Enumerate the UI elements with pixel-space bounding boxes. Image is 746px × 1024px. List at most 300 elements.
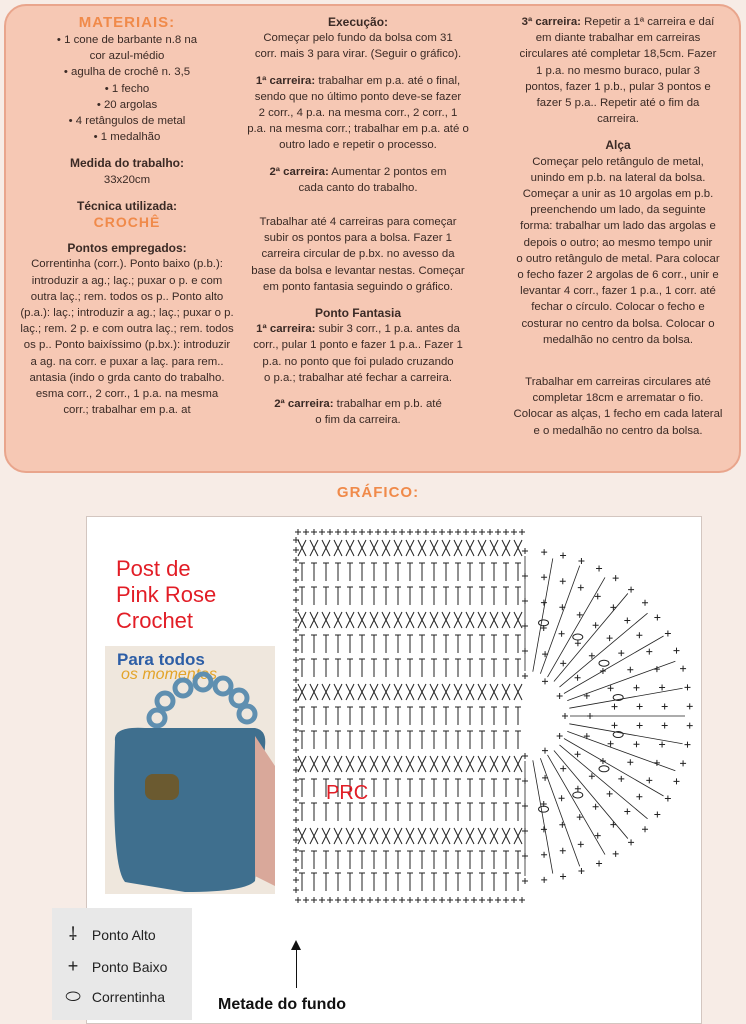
stitch-mark [454,540,462,556]
stitch-mark [418,756,426,772]
text-line: • 1 medalhão [93,131,161,144]
stitch-mark [560,766,566,772]
text-line: outra laç.; rem. todos os p.. Ponto alto [30,290,224,303]
stitch-mark [334,756,342,772]
text-line: Trabalhar em carreiras circulares até [525,376,711,389]
stitch-mark [455,529,461,535]
row1-text [242,73,474,154]
text-line: preenchendo um lado, da seguinte [530,204,706,217]
stitch-mark [367,897,373,903]
measure-value: 33x20cm [103,173,151,186]
stitch-mark [442,756,450,772]
stitch-mark [391,897,397,903]
stitches-label: Pontos empregados: [67,241,187,256]
stitch-mark [406,756,414,772]
stitch-mark [479,851,485,869]
stitch-mark [491,851,497,869]
stitch-mark [503,851,509,869]
stitch-mark [522,753,528,759]
stitch-mark [359,851,365,869]
stitch-mark [674,778,680,784]
stitch-mark [466,684,474,700]
stitch-mark [293,767,299,773]
stitch-mark [487,529,493,535]
stitch-mark [347,659,353,677]
stitch-mark [487,897,493,903]
stitch-mark [359,897,365,903]
stitch-mark [293,747,299,753]
stitch-mark [419,873,425,891]
stitch-mark [343,897,349,903]
stitch-mark [371,779,377,797]
stitch-mark [503,529,509,535]
stitch-mark [593,622,599,628]
stitch-mark [293,667,299,673]
stitch-mark [659,741,665,747]
stitch-mark [467,587,473,605]
text-line: completar 18cm e arrematar o fio. [532,392,704,405]
text-line: 2ª carreira: trabalhar em p.b. até [274,398,442,411]
text-line: o p.a.; trabalhar até fechar a carreira. [263,371,453,384]
stitch-mark [491,731,497,749]
text-line: • 4 retângulos de metal [68,115,186,128]
stitch-mark [347,587,353,605]
text-line: 1 p.a. no mesmo buraco, pular 3 [536,64,700,77]
stitch-mark [295,897,301,903]
stitch-mark [382,756,390,772]
stitch-mark [491,779,497,797]
chain-mark [573,634,583,640]
stitch-mark [371,707,377,725]
stitch-mark [463,897,469,903]
stitch-mark [560,660,566,666]
stitch-mark [503,779,509,797]
text-line: pontos, fazer 1 p.b., pular 3 pontos e [525,80,711,93]
stitch-mark [371,635,377,653]
stitch-mark [430,612,438,628]
stitch-mark [627,667,633,673]
text-line: costurar no centro da bolsa. Colocar o [521,317,715,330]
stitch-mark [311,851,317,869]
stitch-mark [293,837,299,843]
stitch-mark [335,897,341,903]
stitch-mark [431,635,437,653]
stitch-mark [351,529,357,535]
stitch-mark [618,650,624,656]
stitch-mark [293,547,299,553]
text-line: carreira. [597,113,639,126]
stitch-mark [311,803,317,821]
stitch-mark [515,873,521,891]
stitch-mark [293,597,299,603]
text-line: fazer 5 p.a.. Repetir até o fim da [536,97,700,110]
stitch-mark [322,540,330,556]
spoke-line [569,688,682,708]
stitch-mark [293,877,299,883]
stitch-mark [454,756,462,772]
text-line: Começar a unir as 10 argolas em p.b. [522,188,714,201]
stitch-mark [383,563,389,581]
legend-label: Correntinha [91,989,166,1005]
stitch-mark [383,851,389,869]
stitch-mark [442,540,450,556]
stitch-mark [562,713,568,719]
stitch-mark [522,548,528,554]
stitch-mark [407,779,413,797]
row-label: 1ª carreira: [255,74,316,87]
stitch-mark [503,635,509,653]
stitch-mark [299,635,305,653]
stitch-mark [431,563,437,581]
stitch-mark [293,657,299,663]
stitch-mark [560,552,566,558]
stitch-mark [455,635,461,653]
stitch-mark [431,897,437,903]
stitch-mark [293,857,299,863]
stitch-mark [541,600,547,606]
stitch-mark [680,666,686,672]
stitch-mark [406,684,414,700]
stitch-mark [395,873,401,891]
stitch-mark [608,685,614,691]
stitch-mark [431,529,437,535]
stitch-mark [491,587,497,605]
stitch-mark [323,587,329,605]
legend-label: Ponto Alto [91,927,156,943]
stitch-mark [293,847,299,853]
text-line: unindo em p.b. na lateral da bolsa. [530,171,706,184]
stitch-mark [371,803,377,821]
stitch-mark [293,757,299,763]
stitch-mark [628,839,634,845]
stitch-mark [293,717,299,723]
stitch-mark [415,897,421,903]
stitch-mark [541,877,547,883]
rows4-text [242,214,474,295]
stitch-mark [491,563,497,581]
stitch-mark [311,563,317,581]
execution-intro [242,30,474,62]
text-line: Trabalhar até 4 carreiras para começar [259,216,457,229]
legend [52,908,192,1020]
stitch-mark [346,756,354,772]
stitch-mark [674,648,680,654]
stitch-mark [659,685,665,691]
stitch-mark [642,600,648,606]
stitch-mark [466,756,474,772]
stitch-mark [407,731,413,749]
stitch-mark [467,731,473,749]
execution-title: Execução: [327,15,389,29]
spoke-line [569,724,682,744]
stitch-mark [447,897,453,903]
stitch-mark [347,731,353,749]
text-line: carreira circular de p.bx. no avesso da [261,248,455,261]
stitch-mark [467,563,473,581]
stitch-mark [490,684,498,700]
stitch-mark [407,707,413,725]
stitch-mark [684,742,690,748]
stitch-mark [293,737,299,743]
stitch-mark [346,828,354,844]
stitch-mark [466,612,474,628]
stitch-mark [399,897,405,903]
stitch-mark [322,612,330,628]
spoke-line [548,577,606,677]
chain-mark [539,806,549,812]
text-line: 2 corr., 4 p.a. na mesma corr., 2 corr., 1 [258,107,458,120]
final-text [503,374,733,439]
stitch-mark [467,851,473,869]
text-line: corr. mais 3 para virar. (Seguir o gráfico). [254,48,462,61]
stitch-mark [478,756,486,772]
stitch-mark [514,540,522,556]
stitch-mark [383,779,389,797]
watermark-line: Crochet [116,608,194,633]
text-line: antasia (indo o grda canto do trabalho. [29,371,225,384]
stitch-mark [293,777,299,783]
stitch-mark [319,897,325,903]
stitch-mark [383,707,389,725]
stitch-mark [490,612,498,628]
stitch-mark [327,897,333,903]
stitch-mark [293,577,299,583]
stitch-mark [514,756,522,772]
stitch-mark [455,897,461,903]
stitch-mark [298,684,306,700]
stitch-mark [502,540,510,556]
stitch-mark [515,731,521,749]
stitch-mark [443,779,449,797]
stitch-mark [633,685,639,691]
stitch-mark [347,635,353,653]
stitch-mark [382,684,390,700]
stitch-mark [515,707,521,725]
legend-label: Ponto Baixo [91,959,168,975]
chain-mark [573,792,583,798]
stitch-mark [442,828,450,844]
stitch-mark [515,779,521,797]
stitch-mark [479,707,485,725]
stitch-mark [578,558,584,564]
stitch-mark [624,617,630,623]
stitch-mark [347,851,353,869]
stitch-mark [455,779,461,797]
stitch-mark [367,529,373,535]
stitch-mark [467,659,473,677]
stitch-mark [522,878,528,884]
text-line: Colocar as alças, 1 fecho em cada lateral [513,408,723,421]
stitch-mark [419,851,425,869]
text-line: 3ª carreira: Repetir a 1ª carreira e daí [521,16,715,28]
stitch-mark [395,587,401,605]
stitch-mark [334,684,342,700]
stitch-mark [522,673,528,679]
stitch-mark [596,566,602,572]
stitch-mark [454,684,462,700]
stitch-mark [479,659,485,677]
stitch-mark [636,794,642,800]
stitch-mark [431,587,437,605]
measure-label: Medida do trabalho: [70,156,184,171]
stitch-mark [646,777,652,783]
stitch-mark [415,529,421,535]
stitch-mark [423,897,429,903]
stitch-mark [323,803,329,821]
text-line: medalhão no centro da bolsa. [542,333,694,346]
stitch-mark [479,587,485,605]
grafico-title: GRÁFICO: [336,484,420,501]
text-line: 1ª carreira: trabalhar em p.a. até o final, [255,74,461,87]
chain-mark [599,660,609,666]
stitch-mark [370,828,378,844]
stitch-mark [442,684,450,700]
stitch-mark [642,826,648,832]
stitch-mark [443,563,449,581]
stitch-mark [293,677,299,683]
stitch-mark [466,828,474,844]
stitch-mark [394,828,402,844]
text-line: introduzir a ag.; laç.; puxar o p. e com [31,274,223,287]
stitch-mark [514,828,522,844]
stitch-mark [560,578,566,584]
stitch-mark [637,704,643,710]
stitch-mark [418,612,426,628]
stitch-mark [636,632,642,638]
stitch-mark [455,587,461,605]
arrow-line [296,944,297,988]
stitch-mark [419,779,425,797]
stitch-mark [298,828,306,844]
stitch-mark [511,897,517,903]
stitch-mark [419,659,425,677]
stitch-mark [431,707,437,725]
chain-mark [539,620,549,626]
stitch-mark [335,851,341,869]
stitch-mark [541,826,547,832]
stitch-mark [665,796,671,802]
fantasy-row1-text [242,321,474,386]
stitch-mark [370,756,378,772]
stitch-mark [358,612,366,628]
stitch-mark [323,851,329,869]
stitch-mark [455,803,461,821]
stitch-mark [463,529,469,535]
legend-row [58,956,188,977]
stitch-mark [503,563,509,581]
stitch-mark [613,851,619,857]
stitch-mark [515,803,521,821]
stitch-mark [455,659,461,677]
stitch-mark [687,703,693,709]
stitch-mark [455,731,461,749]
stitch-mark [443,731,449,749]
stitch-mark [490,828,498,844]
text-line: a ag. na corr. e puxar a laç. para rem.. [30,355,224,368]
stitch-mark [323,635,329,653]
stitch-mark [395,851,401,869]
stitch-mark [442,612,450,628]
stitch-mark [371,851,377,869]
text-line: em ponto fantasia seguindo o gráfico. [263,280,453,293]
fantasy-row2-text [242,396,474,428]
legend-row [58,922,188,946]
stitch-mark [358,540,366,556]
stitch-mark [293,637,299,643]
stitch-mark [471,529,477,535]
stitch-mark [310,540,318,556]
stitch-mark [478,612,486,628]
materials-column [16,14,238,418]
chain-mark [599,766,609,772]
stitch-mark [382,612,390,628]
stitch-mark [293,727,299,733]
stitch-mark [327,529,333,535]
stitch-mark [430,684,438,700]
correntinha-symbol: ⬭ [65,986,81,1006]
stitch-mark [335,803,341,821]
stitch-mark [335,563,341,581]
stitch-mark [479,731,485,749]
stitch-mark [502,756,510,772]
stitch-mark [443,707,449,725]
stitch-mark [607,635,613,641]
stitch-mark [479,635,485,653]
stitch-mark [495,897,501,903]
stitch-mark [323,873,329,891]
stitch-mark [383,587,389,605]
stitch-mark [310,756,318,772]
stitch-mark [443,635,449,653]
stitch-mark [637,722,643,728]
stitch-mark [542,678,548,684]
stitch-mark [311,529,317,535]
stitch-mark [542,748,548,754]
stitch-mark [347,707,353,725]
stitch-mark [407,803,413,821]
stitch-mark [478,684,486,700]
stitch-mark [358,828,366,844]
text-line: 2ª carreira: Aumentar 2 pontos em [269,165,447,178]
crochet-diagram [290,520,700,920]
stitch-mark [578,585,584,591]
stitch-mark [298,756,306,772]
stitch-mark [322,756,330,772]
stitch-mark [323,707,329,725]
stitch-mark [359,731,365,749]
stitch-mark [311,731,317,749]
watermark-line: Pink Rose [116,582,217,607]
stitch-mark [596,860,602,866]
stitch-mark [395,635,401,653]
spoke-line [564,739,664,797]
stitch-mark [335,659,341,677]
stitch-mark [359,873,365,891]
stitch-mark [519,529,525,535]
stitch-mark [407,873,413,891]
stitch-mark [515,587,521,605]
stitch-mark [303,897,309,903]
stitch-mark [406,540,414,556]
stitch-mark [628,587,634,593]
stitch-mark [406,828,414,844]
stitch-mark [541,852,547,858]
stitch-mark [323,659,329,677]
stitch-mark [466,540,474,556]
stitch-mark [431,803,437,821]
stitch-mark [311,707,317,725]
text-line: base da bolsa e levantar nestas. Começar [251,264,465,277]
